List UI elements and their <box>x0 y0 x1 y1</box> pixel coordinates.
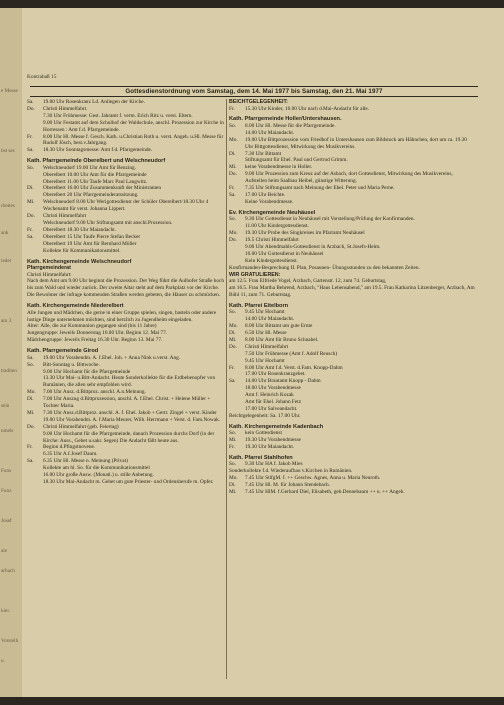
right-column <box>229 99 475 496</box>
schedule-text: 8.00 Uhr Amt f.d. Verst. d.Fam. Knopp-Dahm <box>245 364 343 371</box>
day-abbrev: Fr. <box>229 444 235 451</box>
schedule-text: 8.00 Uhr Hl. Messe für die Pfarrgemeinde. <box>245 122 336 129</box>
day-abbrev <box>27 248 43 255</box>
schedule-line <box>229 185 475 192</box>
schedule-line <box>27 134 227 148</box>
adjacent-page-fragment: nmels <box>1 428 14 434</box>
adjacent-page-strip <box>0 8 22 697</box>
day-abbrev: Do. <box>229 343 237 350</box>
schedule-line <box>229 437 475 444</box>
schedule-text: 6.50 Uhr Hl. Messe <box>245 329 287 336</box>
adjacent-page-fragment: arbach <box>1 568 15 574</box>
adjacent-page-fragment: u. <box>1 658 5 664</box>
schedule-text: Christi Himmelfahrt. <box>43 105 88 112</box>
schedule-line <box>229 171 475 185</box>
paragraph: Christi Himmelfahrt: <box>27 271 72 278</box>
paragraph: Jungengruppe: Jeweils Donnerstag 16.00 Uhr. Beginn 12. Mai 77. <box>27 330 168 337</box>
adjacent-page-fragment: Funz <box>1 488 12 494</box>
schedule-text: Kollekte am hl. So. für die Kommunikationsmittel <box>43 465 150 472</box>
schedule-text: 10.00 Uhr Gottesdienst in Neuhäusel <box>245 250 324 257</box>
schedule-line <box>27 424 227 431</box>
subheading: Pfarrgemeinderat <box>27 265 71 272</box>
schedule-text: 9.00 Uhr Festamt auf dem Schulhof der Waldschule, anschl. Prozession zur Kirche in Horressen : Amt f.d. Pfarrgemeinde. <box>43 119 224 133</box>
schedule-text: Bitt-Sonntag u. Bittwoche. <box>43 361 100 368</box>
adjacent-page-fragment: kier. <box>1 608 11 614</box>
schedule-text: Amt f. Heinrich Kozak <box>245 392 294 399</box>
schedule-text: Christi Himmelfahrt (geb. Feiertag) <box>43 423 119 430</box>
schedule-text: Oberelbert 19 Uhr Amt für Bernhard Müller <box>43 240 137 247</box>
day-abbrev <box>27 120 43 134</box>
day-abbrev: Mi. <box>27 199 35 206</box>
day-abbrev: So. <box>229 216 236 223</box>
schedule-text: 19.30 Uhr Vorabendmesse <box>245 437 301 444</box>
day-abbrev: So. <box>229 461 236 468</box>
day-abbrev <box>229 223 245 230</box>
day-abbrev: Sa. <box>27 354 34 361</box>
paragraph: Sonderkollekte f.d. Wiederaufbau v.Kirchen in Rumänien. <box>229 468 353 475</box>
day-abbrev: Di. <box>229 482 236 489</box>
schedule-line <box>27 120 227 134</box>
day-abbrev: Mi. <box>27 409 35 416</box>
schedule-line <box>229 323 475 330</box>
day-abbrev: Mo. <box>27 389 36 396</box>
schedule-text: 7.35 Uhr Stiftungsamt nach Meinung der Ehel. Peter und Maria Perne. <box>245 185 395 192</box>
day-abbrev <box>229 385 245 392</box>
day-abbrev <box>27 375 43 389</box>
schedule-text: 17.00 Uhr Salveandacht. <box>245 405 298 412</box>
schedule-text: 8.00 Uhr Hl. Messe f. Gesch. Kath. u.Christian Roth u. verst. Angeh. u.Hl. Messe für Rudolf Jösch, best.v.Jahrgang. <box>43 133 224 147</box>
schedule-text: 9.00 Uhr Prozession zum Kreuz auf der Asbach, dort Gottesdienst, Mitwirkung des Musikvereins, Aufstellen beim Saalbau Heibel, günstige Witterung. <box>245 171 453 185</box>
schedule-text: 9.45 Uhr Hochamt <box>245 309 285 316</box>
schedule-text: Keine Vorabendmesse. <box>245 198 294 205</box>
day-abbrev <box>229 392 245 399</box>
day-abbrev <box>229 358 245 365</box>
schedule-text: Oberelbert 15 Uhr Taufe Pierre Stefan Becker <box>43 233 141 240</box>
schedule-text: 9.45 Uhr Hochamt <box>245 357 285 364</box>
day-abbrev: Di. <box>27 396 34 403</box>
schedule-line <box>229 137 475 151</box>
schedule-text: 7.30 Uhr Ausz.d.Bittproz. anschl. A. f. Ehel. Jakob + Gertr. Zingel + verst. Kinder <box>43 409 217 416</box>
schedule-line <box>27 241 227 248</box>
schedule-line <box>229 309 475 316</box>
schedule-text: Oberelbert 18.30 Uhr Maiandacht. <box>43 226 117 233</box>
schedule-line <box>229 365 475 372</box>
schedule-line <box>27 410 227 417</box>
schedule-line <box>27 375 227 389</box>
schedule-text: 18.30 Uhr Sonntagsmesse: Amt f.d. Pfarrgemeinde. <box>43 147 153 154</box>
schedule-line <box>229 199 475 206</box>
schedule-text: Welschneudorf 9.00 Uhr Stiftungsamt mit anschl.Prozession. <box>43 220 173 226</box>
day-abbrev: Sa. <box>27 233 34 240</box>
day-abbrev: Do. <box>27 423 35 430</box>
scan-top-edge <box>0 0 504 8</box>
day-abbrev: Mi. <box>229 489 237 496</box>
schedule-line <box>27 165 227 172</box>
day-abbrev <box>229 157 245 164</box>
day-abbrev: Mi. <box>229 164 237 171</box>
schedule-text: Oberelbert 11.00 Uhr Taufe Marc Paul Langwitz. <box>43 178 148 185</box>
schedule-line <box>27 199 227 213</box>
schedule-text: 15.30 Uhr Kinder, 16.00 Uhr nach d.Mai-Andacht für alle. <box>245 105 370 112</box>
day-abbrev <box>27 172 43 179</box>
schedule-text: 18.00 Uhr Vorabendmesse <box>245 385 301 392</box>
day-abbrev <box>229 316 245 323</box>
day-abbrev <box>27 472 43 479</box>
schedule-text: 19.30 Uhr Probe des Singkreises im Pfarramt Neuhäusel <box>245 230 365 237</box>
day-abbrev: Mi. <box>229 437 237 444</box>
schedule-line <box>27 248 227 255</box>
paragraph: Mädchengruppe: Jeweils Freitag 16.30 Uhr. Beginn 13. Mai 77. <box>27 337 163 344</box>
schedule-line <box>27 417 227 424</box>
day-abbrev: Sa. <box>229 191 236 198</box>
schedule-line <box>27 362 227 369</box>
adjacent-page-fragment: traditen <box>1 368 17 374</box>
schedule-text: 19.00 Uhr Vorabendm. A. f.Maria Meurer, Wilh. Herrmann + Verst. d. Fam.Nowak. <box>43 416 221 423</box>
schedule-line <box>229 130 475 137</box>
day-abbrev: Sa. <box>27 99 34 105</box>
day-abbrev: Fr. <box>229 105 235 112</box>
paragraph: Beichtgelegenheit: Sa. 17.00 Uhr. <box>229 412 301 419</box>
schedule-line <box>27 147 227 154</box>
schedule-text: Welschneudorf 8.00 Uhr Werigottesdienst der Schüler Oberelbert/18.30 Uhr 4 Wochenamt für verst. Johanna Lippert. <box>43 199 209 213</box>
schedule-line <box>27 213 227 220</box>
section-heading: Kath. Pfarrgemeinde Girod <box>27 348 99 355</box>
day-abbrev <box>27 220 43 227</box>
day-abbrev <box>27 192 43 199</box>
adjacent-page-fragment: ieder <box>1 258 12 264</box>
day-abbrev: Fr. <box>229 185 235 192</box>
schedule-line <box>229 358 475 365</box>
adjacent-page-fragment: rbeites <box>1 203 15 209</box>
day-abbrev <box>27 417 43 424</box>
schedule-line <box>229 157 475 164</box>
adjacent-page-fragment: e Messe <box>1 88 18 94</box>
schedule-text: kein Gottesdienst <box>245 430 282 437</box>
schedule-text: 7.50 Uhr Frühmesse (Amt f. Adolf Reusch) <box>245 350 338 357</box>
section-heading: Kath. Kirchengemeinde Niederelbert <box>27 303 124 310</box>
schedule-text: 9.00 Uhr Hochamt für die Pfarrgemeinde <box>43 368 131 375</box>
schedule-line <box>27 355 227 362</box>
schedule-text: Welschneudorf 19.00 Uhr Amt für Benzing. <box>43 164 136 171</box>
page-title: Gottesdienstordnung vom Samstag, dem 14. Mai 1977 bis Samstag, den 21. Mai 1977 <box>30 86 478 97</box>
schedule-text: 17.00 Uhr Beichte. <box>245 191 286 198</box>
schedule-text: 14.00 Uhr Maiandacht. <box>245 129 295 136</box>
schedule-line <box>229 237 475 244</box>
schedule-line <box>27 227 227 234</box>
adjacent-page-fragment: ank <box>1 230 9 236</box>
schedule-text: 19.5 Christi Himmelfahrt <box>245 237 299 243</box>
adjacent-page-fragment: am 3. <box>1 318 13 324</box>
subheading: BEICHTGELEGENHEIT: <box>229 99 288 105</box>
day-abbrev: So. <box>229 430 236 437</box>
day-abbrev: Fr. <box>27 133 33 140</box>
adjacent-page-fragment: Josef <box>1 518 12 524</box>
schedule-line <box>229 316 475 323</box>
paragraph: Nach dem Amt um 9.00 Uhr beginnt die Prozession. Der Weg führt die Aulhofer Straße hoch bis zum Wald und wieder zurück. Der zweite Altar steht auf dem Parkplatz vor der Kirche. Die Bewohner der infrage kommenden Straßen werden gebeten, die Häuser zu schmücken. <box>27 278 225 299</box>
day-abbrev <box>229 351 245 358</box>
schedule-line <box>229 378 475 385</box>
schedule-line <box>229 351 475 358</box>
day-abbrev: So. <box>27 361 34 368</box>
day-abbrev <box>229 244 245 251</box>
schedule-text: 14.00 Uhr Brautamt Knopp - Dahm <box>245 378 321 385</box>
day-abbrev: Mo. <box>229 475 238 482</box>
day-abbrev: So. <box>229 122 236 129</box>
section-heading: Kath. Pfarrgemeinde Holler/Untershausen. <box>229 116 342 123</box>
paragraph: Konfirmanden-Besprechung II. Plan, Posaunen- Übungsstunden zu den bekannten Zeiten. <box>229 264 420 271</box>
schedule-line <box>229 123 475 130</box>
day-abbrev: So. <box>229 309 236 316</box>
paragraph: Alter: Alle, die zur Kommunion gegangen sind (bis 11 Jahre) <box>27 323 157 330</box>
day-abbrev: Fr. <box>229 364 235 371</box>
day-abbrev <box>229 371 245 378</box>
schedule-text: Kollekte für Kommunikationsmittel. <box>43 247 121 254</box>
schedule-line <box>27 113 227 120</box>
schedule-text: Amt für Ehel. Johann Fetz <box>245 399 302 406</box>
schedule-line <box>229 192 475 199</box>
day-abbrev: Do. <box>229 237 237 243</box>
schedule-text: Kein Kindergottesdienst. <box>245 257 298 264</box>
schedule-line <box>229 251 475 258</box>
schedule-text: 7.30 Uhr Bittamt <box>245 150 282 157</box>
schedule-line <box>229 489 475 496</box>
day-abbrev: Do. <box>229 171 237 178</box>
day-abbrev: Mo. <box>229 136 238 143</box>
day-abbrev <box>229 399 245 406</box>
schedule-text: 7.00 Uhr Ausz. d.Bittproz. anschl. A.n.Meinung. <box>43 389 146 396</box>
schedule-line <box>229 230 475 237</box>
schedule-line <box>229 399 475 406</box>
schedule-text: 9.00 Uhr Hochamt für die Pfarrgemeinde, danach Prozession durchs Dorf (in der Kirche: Auss., Gebet u.sakr. Segen) Die Andacht fällt heute aus. <box>43 430 215 444</box>
day-abbrev: Mo. <box>229 230 238 237</box>
day-abbrev: Do. <box>27 105 35 112</box>
schedule-line <box>27 479 227 486</box>
section-heading: Ev. Kirchengemeinde Neuhäusel <box>229 209 316 216</box>
schedule-line <box>229 371 475 378</box>
day-abbrev <box>229 130 245 137</box>
schedule-text: 17.00 Uhr Rosenkranzgebet. <box>245 371 306 378</box>
day-abbrev: Do. <box>27 213 35 220</box>
schedule-text: 9.30 Uhr Gottesdienst in Neuhäusel mit Vorstellung/Prüfung der Konfirmanden. <box>245 216 415 223</box>
schedule-line <box>27 234 227 241</box>
day-abbrev: So. <box>27 164 34 171</box>
schedule-text: 18.30 Uhr Mai-Andacht m. Gebet um gute Priester- und Ordensberufe m. Opfer. <box>43 479 214 485</box>
schedule-text: 6.35 Uhr A.f.Josef Daum. <box>43 451 98 458</box>
schedule-line <box>27 106 227 113</box>
schedule-line <box>27 220 227 227</box>
schedule-text: Stiftungsamt für Ehel. Paul und Gertrud Grimm. <box>245 157 348 164</box>
day-abbrev: Sa. <box>27 147 34 154</box>
day-abbrev <box>27 431 43 445</box>
schedule-text: 19.00 Uhr Rosenkranz Ld. Anliegen der Kirche. <box>43 99 145 105</box>
adjacent-page-fragment: ale <box>1 548 8 554</box>
schedule-text: 7.00 Uhr Auszug d.Bittprozession, anschl. A. f.Ehel. Christ. + Helene Müller + Tochter Maria. <box>43 396 211 410</box>
day-abbrev <box>27 479 43 486</box>
day-abbrev: Mo. <box>229 323 238 330</box>
day-abbrev <box>229 258 245 265</box>
scan-bottom-edge <box>0 697 504 705</box>
schedule-line <box>27 472 227 479</box>
adjacent-page-fragment: Vorstelh <box>1 638 19 644</box>
day-abbrev <box>27 451 43 458</box>
schedule-line <box>27 99 227 106</box>
schedule-line <box>229 337 475 344</box>
day-abbrev: Mi. <box>229 336 237 343</box>
schedule-text: 16.00 Uhr große Ausw. (Monatl.) u. stille Anbetung. <box>43 472 154 479</box>
schedule-text: 13.30 Uhr Mai- u.Bitt-Andacht. Heute Sonderkollekte für die Erdbebenopfer von Rumänien, die allen sehr empfohlen wird. <box>43 375 216 389</box>
schedule-text: 6.35 Uhr Hl. Messe n. Meinung (Privat) <box>43 458 128 465</box>
schedule-text: Oberelbert 20 Uhr Pfarrgemeinderatssitzung. <box>43 192 139 199</box>
schedule-text: 7.45 Uhr Hl. M. für Johann Stendebach. <box>245 482 331 489</box>
schedule-text: 7.45 Uhr StifgM. f. ++ Geschw. Agnes, Anna u. Maria Neuroth. <box>245 475 381 482</box>
schedule-text: Oberelbert 10.00 Uhr Amt für die Pfarrgemeinde <box>43 171 147 178</box>
schedule-text: keine Vorabendmesse in Holler. <box>245 164 313 171</box>
paragraph: am 16.5. Frau Martha Behrend, Arzbach, "Haus Lebensabend," am 19.5. Frau Katharina Litzenberger, Arzbach, Am Bühl 11, zum 71. Geburtstag. <box>229 284 475 298</box>
schedule-line <box>229 406 475 413</box>
schedule-line <box>229 392 475 399</box>
schedule-text: Christi Himmelfahrt <box>245 343 289 350</box>
schedule-line <box>229 106 475 113</box>
section-heading: Kath. Kirchengemeinde Kadenbach <box>229 423 324 430</box>
day-abbrev <box>229 406 245 413</box>
section-heading: Kath. Pfarrei Stahlhofen <box>229 454 293 461</box>
schedule-text: 8.00 Uhr Bittamt um gute Ernte <box>245 323 313 330</box>
section-heading: Kath. Kirchengemeinde Welschneudorf <box>27 258 132 265</box>
schedule-text: Christi Himmelfahrt <box>43 213 87 220</box>
schedule-text: 11.00 Uhr Kindergottesdienst. <box>245 223 309 230</box>
schedule-line <box>229 444 475 451</box>
schedule-text: 14.00 Uhr Maiandacht. <box>245 316 295 323</box>
day-abbrev: Sa. <box>27 458 34 465</box>
schedule-text: 19.00 Uhr Vorabendm. A. f.Ehel. Joh. + Anna Nink u.verst. Ang. <box>43 354 181 361</box>
day-abbrev: Di. <box>229 150 236 157</box>
schedule-line <box>229 344 475 351</box>
schedule-line <box>229 216 475 223</box>
schedule-line <box>27 172 227 179</box>
schedule-line <box>27 396 227 410</box>
day-abbrev: Fr. <box>27 444 33 451</box>
day-abbrev: Di. <box>229 329 236 336</box>
day-abbrev <box>27 369 43 376</box>
schedule-text: Oberelbert 16.00 Uhr Zusammenkunft der Ministranten <box>43 185 161 192</box>
schedule-text: 8.00 Uhr Amt für Bruno Schnabel. <box>245 336 319 343</box>
schedule-text: 9.00 Uhr Abendmahls-Gottesdienst in Arzbach, St.Josefs-Heim. <box>245 243 381 250</box>
day-abbrev <box>27 113 43 120</box>
adjacent-page-fragment: bst ses <box>1 148 15 154</box>
adjacent-page-fragment: Funs <box>1 468 12 474</box>
issue-stamp: Kontrabaß 15 <box>27 74 57 80</box>
section-heading: Kath. Pfarrei Eitelborn <box>229 302 289 309</box>
left-column <box>27 99 227 486</box>
day-abbrev <box>229 199 245 206</box>
day-abbrev: Di. <box>27 185 34 192</box>
day-abbrev <box>27 179 43 186</box>
day-abbrev: Sa. <box>229 378 236 385</box>
paragraph: am 12.5. Frau Elfriede Vogel, Arzbach, Gartenstr. 12, zum 74. Geburtstag, <box>229 278 387 285</box>
schedule-line <box>229 330 475 337</box>
section-heading: Kath. Pfarrgemeinde Oberelbert und Welschneudorf <box>27 158 166 165</box>
day-abbrev <box>27 241 43 248</box>
paragraph: Alle Jungen und Mädchen, die gerne in einer Gruppe spielen, singen, basteln oder andere lustige Dinge unternehmen möchten, sind herzlich zu Jugendheim eingeladen. <box>27 309 217 323</box>
subheading: WIR GRATULIEREN: <box>229 271 281 278</box>
schedule-text: 19.30 Uhr Maiandacht. <box>245 444 295 451</box>
schedule-text: 19.00 Uhr Bittprozession vom Friedhof in Untershausen zum Bildstock am Hähnchen, dort um ca. 19.30 Uhr Bittgottesdienst, Mitwirkung des Musikvereins. <box>245 136 467 150</box>
day-abbrev: Fr. <box>27 226 33 233</box>
schedule-text: Beginn d.Pfingstnovene. <box>43 444 96 451</box>
schedule-text: 7.45 Uhr HlM. f.Gerhard Diel, Elisabeth, geb.Dennebaum ++ u. ++ Angeh. <box>245 489 405 496</box>
schedule-line <box>229 258 475 265</box>
schedule-line <box>27 431 227 445</box>
day-abbrev <box>27 465 43 472</box>
schedule-text: 7.30 Uhr Frühmesse: Gest. Jahramt f. verm. Erich Ritz u. verst. Eltern. <box>43 112 193 119</box>
schedule-line <box>229 430 475 437</box>
day-abbrev <box>229 251 245 258</box>
schedule-line <box>229 244 475 251</box>
schedule-text: 9.30 Uhr HA f. Jakob Mies <box>245 461 303 468</box>
adjacent-page-fragment: sein <box>1 403 10 409</box>
